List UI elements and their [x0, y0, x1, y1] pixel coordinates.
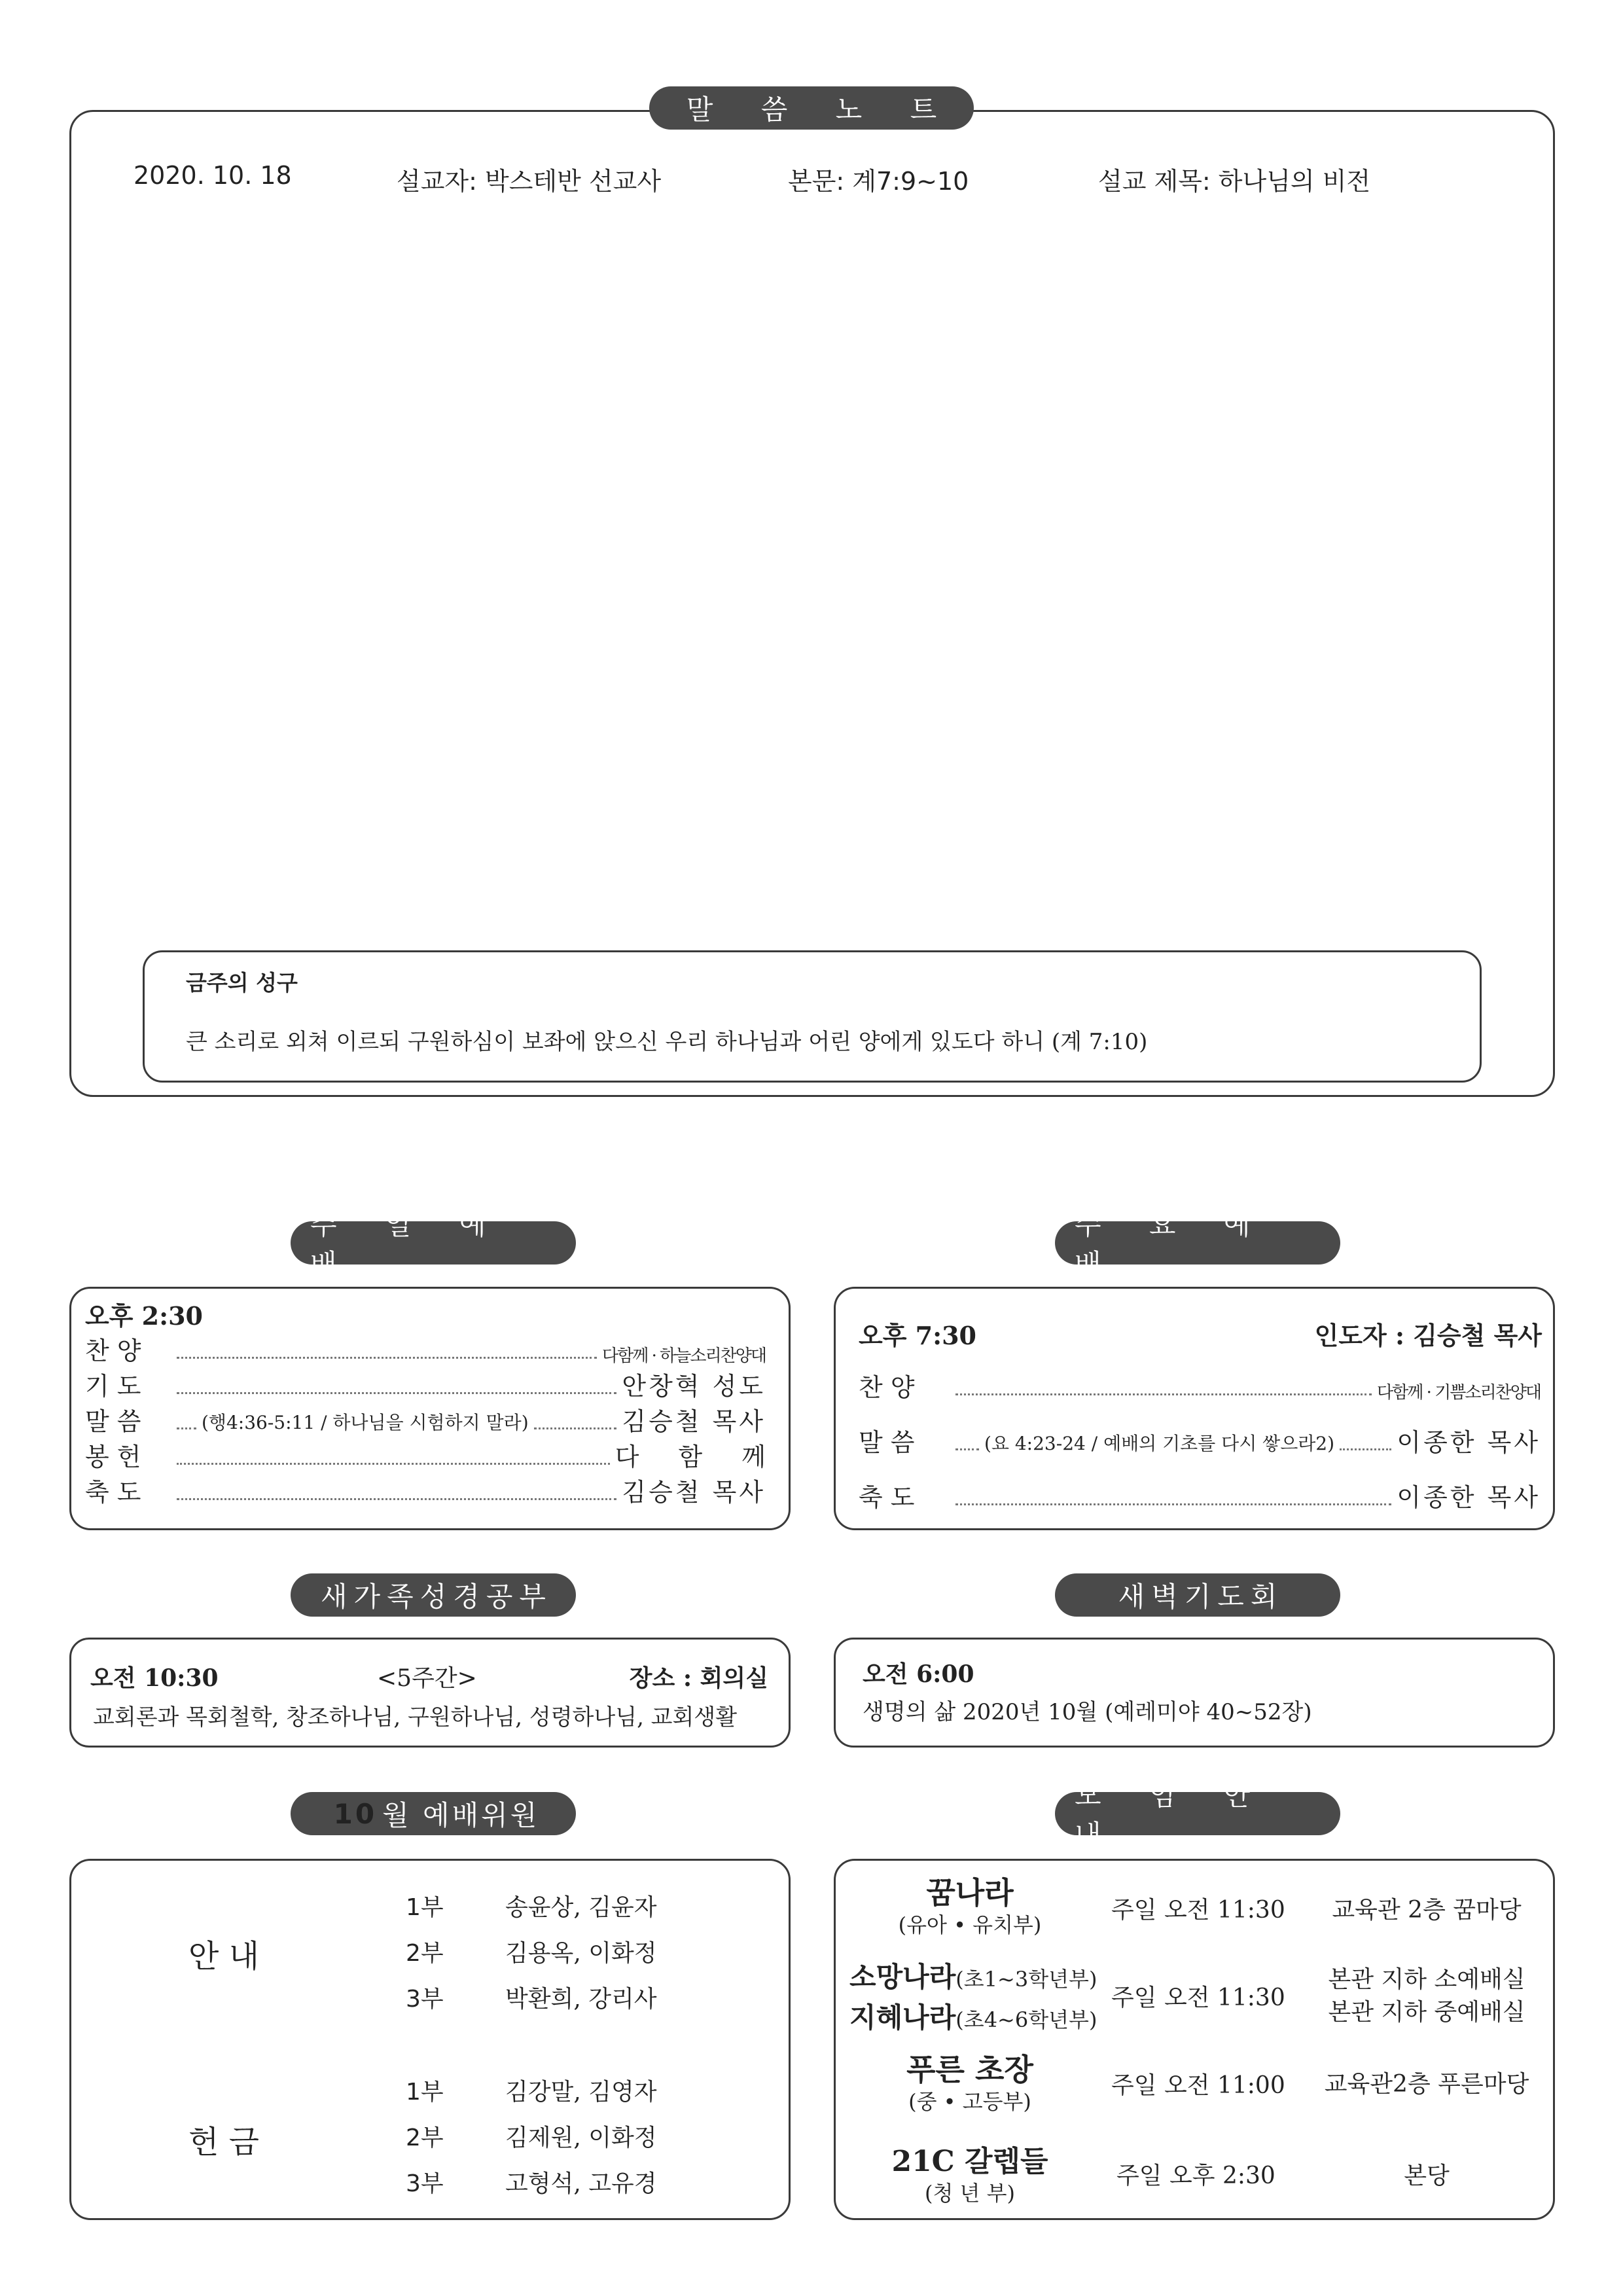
meeting-time: 주일 오후 2:30	[1116, 2162, 1275, 2189]
staff-part: 2부	[406, 2125, 444, 2151]
dawn-prayer-box	[834, 1638, 1555, 1748]
wednesday-item-label: 말 씀	[859, 1428, 915, 1457]
sunday-item-note: (행4:36-5:11 / 하나님을 시험하지 말라)	[202, 1412, 529, 1433]
meeting-time: 주일 오전 11:00	[1111, 2072, 1285, 2099]
sermon-preacher: 설교자: 박스테반 선교사	[397, 167, 662, 196]
wednesday-item-0	[859, 1369, 1541, 1403]
sunday-item-4	[85, 1474, 766, 1508]
wednesday-item-value: 다함께 · 기쁨소리찬양대	[1377, 1383, 1541, 1403]
monthly-staff-month: 10	[333, 1797, 378, 1830]
wednesday-item-value: 이종한 목사	[1397, 1428, 1541, 1457]
dawn-prayer-title: 새벽기도회	[1055, 1573, 1340, 1617]
wednesday-item-value: 이종한 목사	[1397, 1483, 1541, 1512]
weekly-verse-box	[143, 950, 1482, 1083]
sermon-note-box	[69, 110, 1555, 1097]
sunday-service-title: 주 일 예 배	[291, 1221, 576, 1265]
meetings-title: 모 임 안 내	[1055, 1792, 1340, 1835]
staff-part: 2부	[406, 1940, 444, 1967]
staff-part: 3부	[406, 2170, 444, 2197]
sunday-item-value: 김승철 목사	[622, 1478, 766, 1507]
wednesday-item-label: 축 도	[859, 1483, 915, 1512]
family-bible-time: 오전 10:30	[90, 1664, 219, 1692]
sunday-item-value: 안창혁 성도	[622, 1372, 766, 1401]
monthly-staff-label: 월 예배위원	[382, 1799, 540, 1831]
staff-names: 박환희, 강리사	[505, 1986, 657, 2013]
dotted-leader	[1340, 1448, 1391, 1450]
sunday-item-label: 찬 양	[85, 1336, 141, 1365]
dotted-leader	[177, 1392, 616, 1394]
sunday-item-value: 김승철 목사	[622, 1407, 766, 1436]
meeting-sub: (초1~3학년부)	[955, 1967, 1097, 1992]
staff-names: 김강말, 김영자	[505, 2079, 657, 2106]
sermon-date: 2020. 10. 18	[134, 161, 292, 190]
dotted-leader	[177, 1357, 597, 1359]
sermon-note-title: 말 씀 노 트	[649, 86, 974, 130]
dotted-leader	[534, 1427, 617, 1429]
staff-names: 송윤상, 김윤자	[505, 1894, 657, 1921]
dawn-prayer-text: 생명의 삶 2020년 10월 (예레미야 40~52장)	[863, 1699, 1312, 1725]
family-bible-topics: 교회론과 목회철학, 창조하나님, 구원하나님, 성령하나님, 교회생활	[93, 1704, 738, 1731]
dawn-prayer-time: 오전 6:00	[863, 1660, 974, 1688]
sermon-title: 설교 제목: 하나님의 비전	[1098, 167, 1371, 196]
meeting-time: 주일 오전 11:30	[1111, 1897, 1285, 1924]
monthly-staff-title	[291, 1792, 576, 1835]
sermon-text: 본문: 계7:9~10	[788, 167, 969, 196]
dotted-leader	[177, 1427, 196, 1429]
meeting-name-line2	[849, 1996, 1097, 2036]
dotted-leader	[955, 1503, 1391, 1505]
wednesday-service-leader: 인도자 : 김승철 목사	[1314, 1321, 1542, 1350]
meeting-time: 주일 오전 11:30	[1111, 1984, 1285, 2011]
staff-part: 3부	[406, 1986, 444, 2013]
sunday-item-label: 기 도	[85, 1372, 141, 1401]
wednesday-item-2	[859, 1479, 1541, 1513]
family-bible-title: 새가족성경공부	[291, 1573, 576, 1617]
meeting-name: 지혜나라	[849, 2001, 956, 2034]
wednesday-item-label: 찬 양	[859, 1373, 915, 1402]
dotted-leader	[177, 1498, 616, 1500]
meeting-sub: (초4~6학년부)	[955, 2007, 1097, 2032]
sunday-item-value: 다함께 · 하늘소리찬양대	[602, 1346, 766, 1366]
staff-group-name: 헌 금	[188, 2124, 259, 2161]
meeting-name: 소망나라	[849, 1961, 956, 1993]
wednesday-item-note: (요 4:23-24 / 예배의 기초를 다시 쌓으라2)	[984, 1433, 1335, 1454]
wednesday-service-time: 오후 7:30	[859, 1321, 976, 1350]
sunday-item-value: 다 함 께	[615, 1443, 781, 1471]
family-bible-duration: <5주간>	[377, 1665, 477, 1692]
sunday-item-label: 봉 헌	[85, 1443, 141, 1471]
staff-names: 고형석, 고유경	[505, 2170, 657, 2197]
sunday-item-label: 말 씀	[85, 1407, 141, 1436]
sunday-item-0	[85, 1333, 766, 1367]
meeting-name-line1	[849, 1956, 1097, 1995]
weekly-verse-text: 큰 소리로 외쳐 이르되 구원하심이 보좌에 앉으신 우리 하나님과 어린 양에게 있도다 하니 (계 7:10)	[186, 1029, 1148, 1055]
staff-group-name: 안 내	[188, 1938, 259, 1975]
staff-names: 김용옥, 이화정	[505, 1940, 657, 1967]
dotted-leader	[177, 1463, 610, 1465]
dotted-leader	[955, 1448, 979, 1450]
wednesday-service-title: 수 요 예 배	[1055, 1221, 1340, 1265]
sunday-item-3	[85, 1439, 781, 1473]
wednesday-item-1	[859, 1424, 1541, 1458]
sunday-item-label: 축 도	[85, 1478, 141, 1507]
sunday-service-time: 오후 2:30	[85, 1301, 203, 1331]
family-bible-place: 장소 : 회의실	[629, 1664, 768, 1692]
dotted-leader	[955, 1393, 1372, 1395]
staff-names: 김제원, 이화정	[505, 2125, 657, 2151]
weekly-verse-heading: 금주의 성구	[186, 970, 298, 996]
staff-part: 1부	[406, 1894, 444, 1921]
sunday-item-2	[85, 1403, 766, 1437]
sunday-item-1	[85, 1368, 766, 1402]
staff-part: 1부	[406, 2079, 444, 2106]
